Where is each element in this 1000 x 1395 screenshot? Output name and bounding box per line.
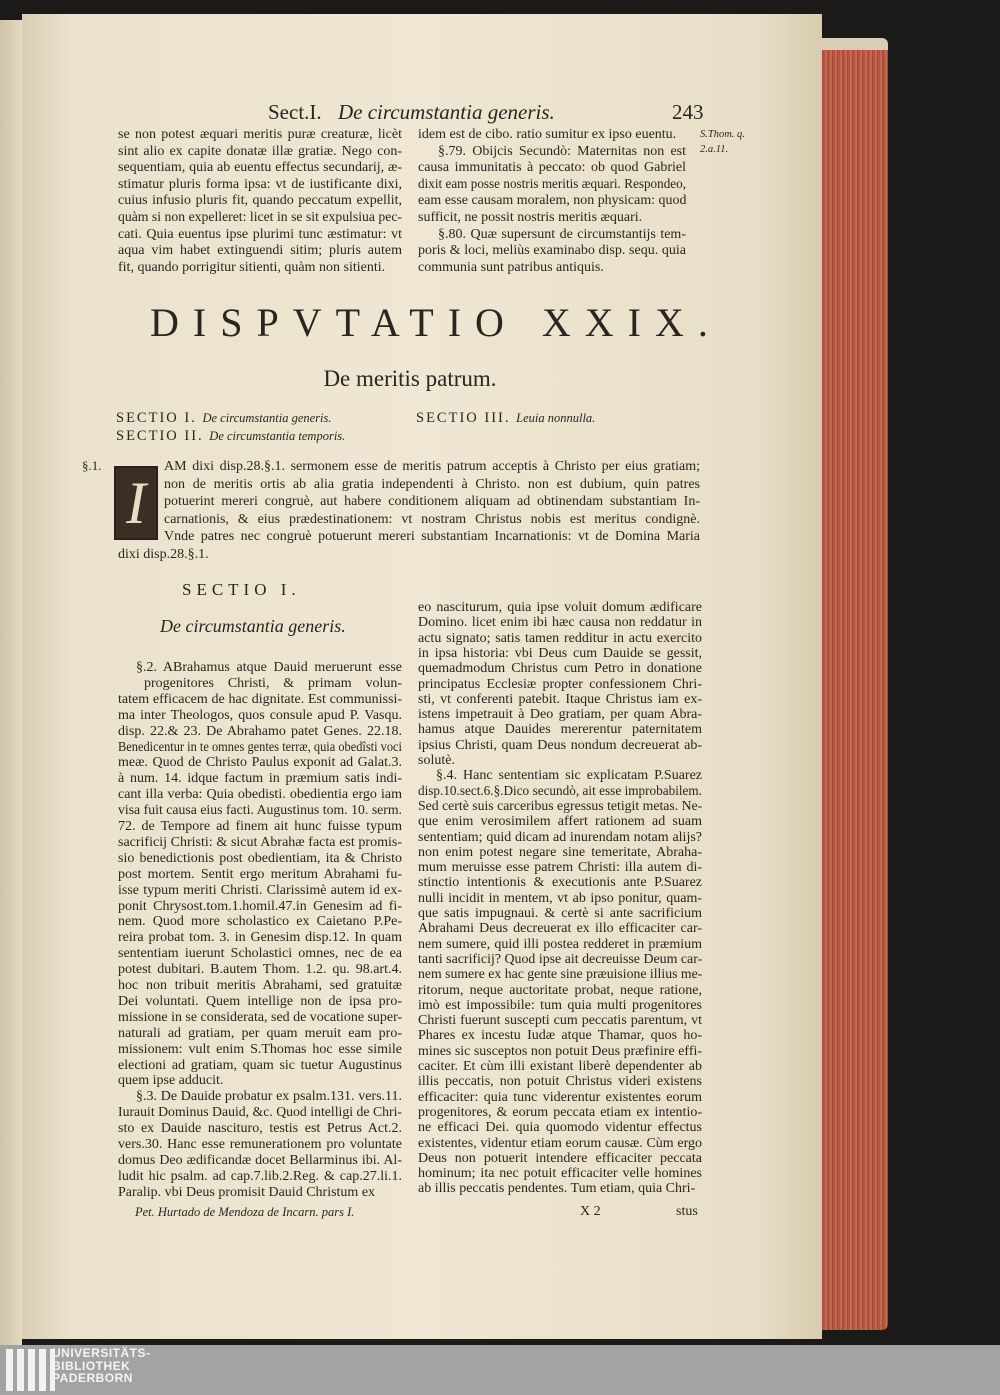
text-line: communia sunt patribus antiquis. (418, 259, 604, 275)
text-line: vers.30. Hanc esse remunerationem pro voluntate (118, 1137, 402, 1152)
text-line: missionem: vult enim S.Thomas hoc esse simile (118, 1041, 402, 1057)
text-line: que satis impugnaui. & certè si ante sacrificium (418, 906, 702, 921)
text-line: sio benedictionis post obedientiam, ita & Christo (118, 850, 402, 866)
text-line: quàm si non expelleret: licet in se sit expulsiua pec- (118, 210, 402, 225)
text-line: potest dubitari. B.autem Thom. 1.2. qu. 98.art.4. (118, 962, 402, 978)
text-line: hamus atque Dauides mererentur paternitatem (418, 722, 702, 738)
text-line: quemadmodum Christus cum Petro in donatione (418, 661, 702, 677)
catchword: stus (676, 1204, 698, 1219)
text-line: §.2. ABrahamus atque Dauid meruerunt esse (136, 660, 402, 675)
text-line: Paralip. vbi Deus promisit Dauid Christum ex (118, 1184, 376, 1200)
text-line: istens impetrauit à Deo gratiam, per quam Abra- (418, 707, 702, 723)
text-line: Phares ex incestu Iudæ atque Thamar, quos ho- (418, 1028, 702, 1044)
text-line: aqua vim habet extinguendi sitim; pluris autem (118, 243, 402, 259)
text-line: dixit eam posse nostris meritis æquari. Respondeo, (418, 176, 686, 192)
text-line: 72. de Tempore ad finem ait hunc fuisse typum (118, 819, 402, 834)
text-line: sententiam iuerunt Scholastici omnes, nec de ea (118, 946, 402, 962)
disputatio-title: DISPVTATIO XXIX. (150, 300, 722, 345)
text-line: ma inter Theologos, quos consule apud P. Vasqu. (118, 707, 402, 723)
text-line: hoc non tribuit meritis Abrahami, sed gratuitæ (118, 978, 402, 993)
text-line: sint alio ex capite donatæ illæ gratiæ. Nego con- (118, 143, 402, 159)
signature-mark: X 2 (580, 1204, 601, 1219)
text-line: cant illa verba: Quia obedisti. obedientia ergo iam (118, 787, 402, 803)
disputatio-subtitle: De meritis patrum. (323, 366, 497, 391)
contents-label: SECTIO I. (116, 410, 197, 426)
text-line: carnationis, & eius prædestinationem: vt nostram Christus nobis est meritus condignè. (164, 511, 700, 527)
contents-label: SECTIO II. (116, 428, 204, 444)
text-line: dixi disp.28.§.1. (118, 547, 209, 562)
running-title-sect: Sect.I. (268, 100, 322, 124)
text-line: nem sumere ex hac gente sine præuisione illius me- (418, 967, 703, 983)
section-title: SECTIO I. (182, 580, 301, 599)
text-line: se non potest æquari meritis puræ creaturæ, licèt (118, 127, 402, 142)
text-line: Deus non potuerit intendere efficaciter peccata (418, 1150, 702, 1166)
text-line: in ipsa historia: vbi Deus cum Dauide se gessit, (418, 645, 702, 661)
text-line: cati. Quia euentus ipse plurimi tunc æstimatur: vt (118, 226, 402, 242)
text-line: Domino. licet enim ibi hæc causa non reddatur in (418, 615, 702, 631)
text-line: ritorum, neque auctoritate probat, neque ratione, (418, 982, 702, 998)
text-line: potuerint mereri congruè, aut habere conditionem aliquam ad obtinendam substantiam In- (164, 494, 700, 510)
signature-note: Pet. Hurtado de Mendoza de Incarn. pars I. (135, 1205, 355, 1219)
text-line: sententiam; quid dicam ad inurendam notam alijs? (418, 829, 702, 845)
contents-entry (116, 410, 332, 426)
margin-note: 2.a.11. (700, 144, 729, 155)
text-line: nem. Quod more scholastico ex Caietano P.Pe- (118, 914, 402, 930)
text-line: §.80. Quæ supersunt de circumstantijs tem- (438, 226, 686, 242)
text-line: Christi fuerunt suscepti cum peccatis parentum, vt (418, 1013, 702, 1029)
text-line: caciter. Et cùm illi existant liberè dependenter ab (418, 1059, 702, 1074)
text-line: sacrificij Christi: & sicut Abrahæ facta est promis- (118, 834, 402, 850)
text-line: sequentiam, quia ab euentu effectus secundarij, æ- (118, 160, 402, 176)
text-line: progenitores Christi, & primam volun- (144, 675, 402, 691)
text-line: Dei voluntati. Quem intellige non de ipsa pro- (118, 993, 402, 1009)
text-line: causa immunitatis à peccato: ob quod Gabriel (418, 160, 686, 176)
margin-note: S.Thom. q. (700, 129, 745, 140)
text-line: sto ex Dauide nascituro, testis est Petrus Act.2. (118, 1121, 402, 1137)
text-line: ab illis peccatis pendentes. Tum etiam, quia Chri- (418, 1181, 696, 1197)
text-line: disp. 22.& 23. De Abrahamo patet Genes. 22.18. (118, 723, 402, 739)
text-line: efficaciter: quia tunc viderentur existentes eorum (418, 1089, 702, 1105)
text-line: §.4. Hanc sententiam sic explicatam P.Suarez (436, 768, 702, 784)
logo-line: UNIVERSITÄTS- (52, 1346, 151, 1360)
running-title: De circumstantia generis. (338, 100, 555, 124)
text-line: sufficit, ne possit nostris meritis æquari. (418, 210, 643, 225)
text-line: §.79. Obijcis Secundò: Maternitas non est (438, 143, 686, 159)
text-line: stinctio intentionis & executionis ante P.Suarez (418, 875, 702, 891)
text-line: stimatur pluris forma ipsa: vt de iustificante dixi, (118, 176, 402, 192)
text-line: ipsius Christi, quam Deus nondum decreuerat ab- (418, 737, 702, 753)
contents-title: De circumstantia temporis. (209, 429, 346, 443)
text-line: tatem efficacem de hac dignitate. Est communissi- (118, 691, 402, 707)
facing-page-edge (0, 20, 22, 1345)
text-line: solutè. (418, 753, 455, 768)
text-line: que enim verosimilem affert rationem ad suam (418, 814, 702, 830)
text-line: naturali ad gratiam, per quam meruit eam pro- (118, 1025, 402, 1041)
text-line: progenitores, & eorum peccata etiam ex intentio- (418, 1104, 702, 1120)
contents-title: Leuia nonnulla. (516, 411, 596, 425)
contents-label: SECTIO III. (416, 410, 511, 426)
logo-line: BIBLIOTHEK (52, 1358, 131, 1373)
text-line: tanti sacrificij? Quod ipse ait decreuisse Deum car- (418, 951, 703, 967)
text-line: actu signato; satis tamen redditur in actu exercito (418, 630, 702, 646)
text-line: visa fuit causa eius facti. Augustinus tom. 10. serm. (118, 803, 402, 819)
text-line: imò est impossibile: tum quia multi progenitores (418, 997, 702, 1013)
text-line: poris & loci, meliùs examinabo disp. sequ. quia (418, 243, 686, 259)
contents-entry (116, 428, 345, 444)
text-line: eo nasciturum, quia ipse voluit domum ædificare (418, 600, 702, 615)
text-line: Sed certè suis carceribus egressus tetigit metas. Ne- (418, 798, 703, 814)
text-line: missione in se considerata, sed de vocatione super- (118, 1009, 403, 1025)
text-line: meæ. Quod de Christo Paulus exponit ad Galat.3. (118, 755, 402, 771)
text-line: mum meruisse esse patrem Christi: illa autem di- (418, 860, 702, 876)
text-line: Vnde patres nec congruè potuerunt mereri substantiam Incarnationis: vt de Domina Maria (164, 529, 700, 545)
text-line: reira probat tom. 3. in Genesim disp.12. In quam (118, 930, 402, 946)
contents-entry (416, 410, 595, 426)
library-logo-text (52, 1347, 151, 1385)
text-line: Abrahami Deus decreuerat ex illo efficaciter car- (418, 921, 702, 937)
text-line: cuius infusio pluris fit, quando peccatum expellit, (118, 193, 402, 209)
section-subtitle: De circumstantia generis. (160, 616, 346, 636)
text-line: nulli incidit in mentem, vt ab ipso ponitur, quam- (418, 890, 702, 906)
text-line: quem ipse adducit. (118, 1073, 224, 1089)
logo-line: PADERBORN (52, 1371, 133, 1385)
text-line: hominum; ita nec potuit efficaciter velle homines (418, 1166, 702, 1182)
text-line: idem est de cibo. ratio sumitur ex ipso euentu. (418, 127, 677, 142)
text-line: principatus Ecclesiæ propter confessionem Chri- (418, 676, 702, 692)
text-line: §.3. De Dauide probatur ex psalm.131. vers.11. (136, 1089, 402, 1105)
text-line: isse typum meriti Christi. Clarissimè autem id ex- (118, 882, 402, 898)
text-line: AM dixi disp.28.§.1. sermonem esse de meritis patrum acceptis à Christo per eius gratiam; (164, 459, 700, 474)
text-line: sti, vt conferenti patebit. Itaque Christus iam ex- (418, 691, 702, 707)
text-line: ludit hic psalm. ad cap.7.lib.2.Reg. & cap.27.li.1. (118, 1168, 402, 1184)
text-line: domus Deo ædificandæ docet Bellarminus ibi. Al- (118, 1152, 402, 1168)
text-line: existentes, videntur etiam eorum causæ. Cùm ergo (418, 1135, 702, 1151)
text-line: fit, quando porrigitur sitienti, quàm non sitienti. (118, 259, 386, 275)
text-line: eam esse causam moralem, non physicam: quod (418, 193, 687, 209)
text-line: illis peccatis, non potuit Christus videri existens (418, 1074, 702, 1090)
paragraph-marker: §.1. (82, 458, 102, 473)
text-line: non enim potest negare sine temeritate, Abraha- (418, 844, 702, 860)
text-line: ponit Chrysost.tom.1.homil.47.in Genesim ad fi- (118, 898, 402, 914)
text-line: non de meritis ortis ab alia gratia independenti à Christo. non est dubium, quin patres (164, 476, 700, 492)
text-line: ne efficaci Dei. quia quomodo videntur effectus (418, 1120, 702, 1136)
text-line: Benedicentur in te omnes gentes terræ, quia obedîsti voci (118, 739, 402, 755)
text-line: nem sumere, quid illi postea redderet in præmium (418, 936, 702, 952)
contents-title: De circumstantia generis. (202, 411, 332, 425)
text-line: Iurauit Dominus Dauid, &c. Quod intelligi de Chri- (118, 1105, 402, 1121)
text-line: electioni ad gratiam, quam sic tuetur Augustinus (118, 1057, 402, 1073)
decorated-initial: I (114, 466, 158, 540)
text-line: disp.10.sect.6.§.Dico secundò, ait esse improbabilem. (418, 783, 702, 799)
text-line: post mortem. Sentit ergo meritum Abrahami fu- (118, 866, 402, 882)
page-number: 243 (672, 100, 704, 124)
text-line: à num. 14. idque factum in præmium satis indi- (118, 771, 402, 787)
text-line: mines sic susceptos non potuit Deus præfinire effi- (418, 1043, 702, 1059)
